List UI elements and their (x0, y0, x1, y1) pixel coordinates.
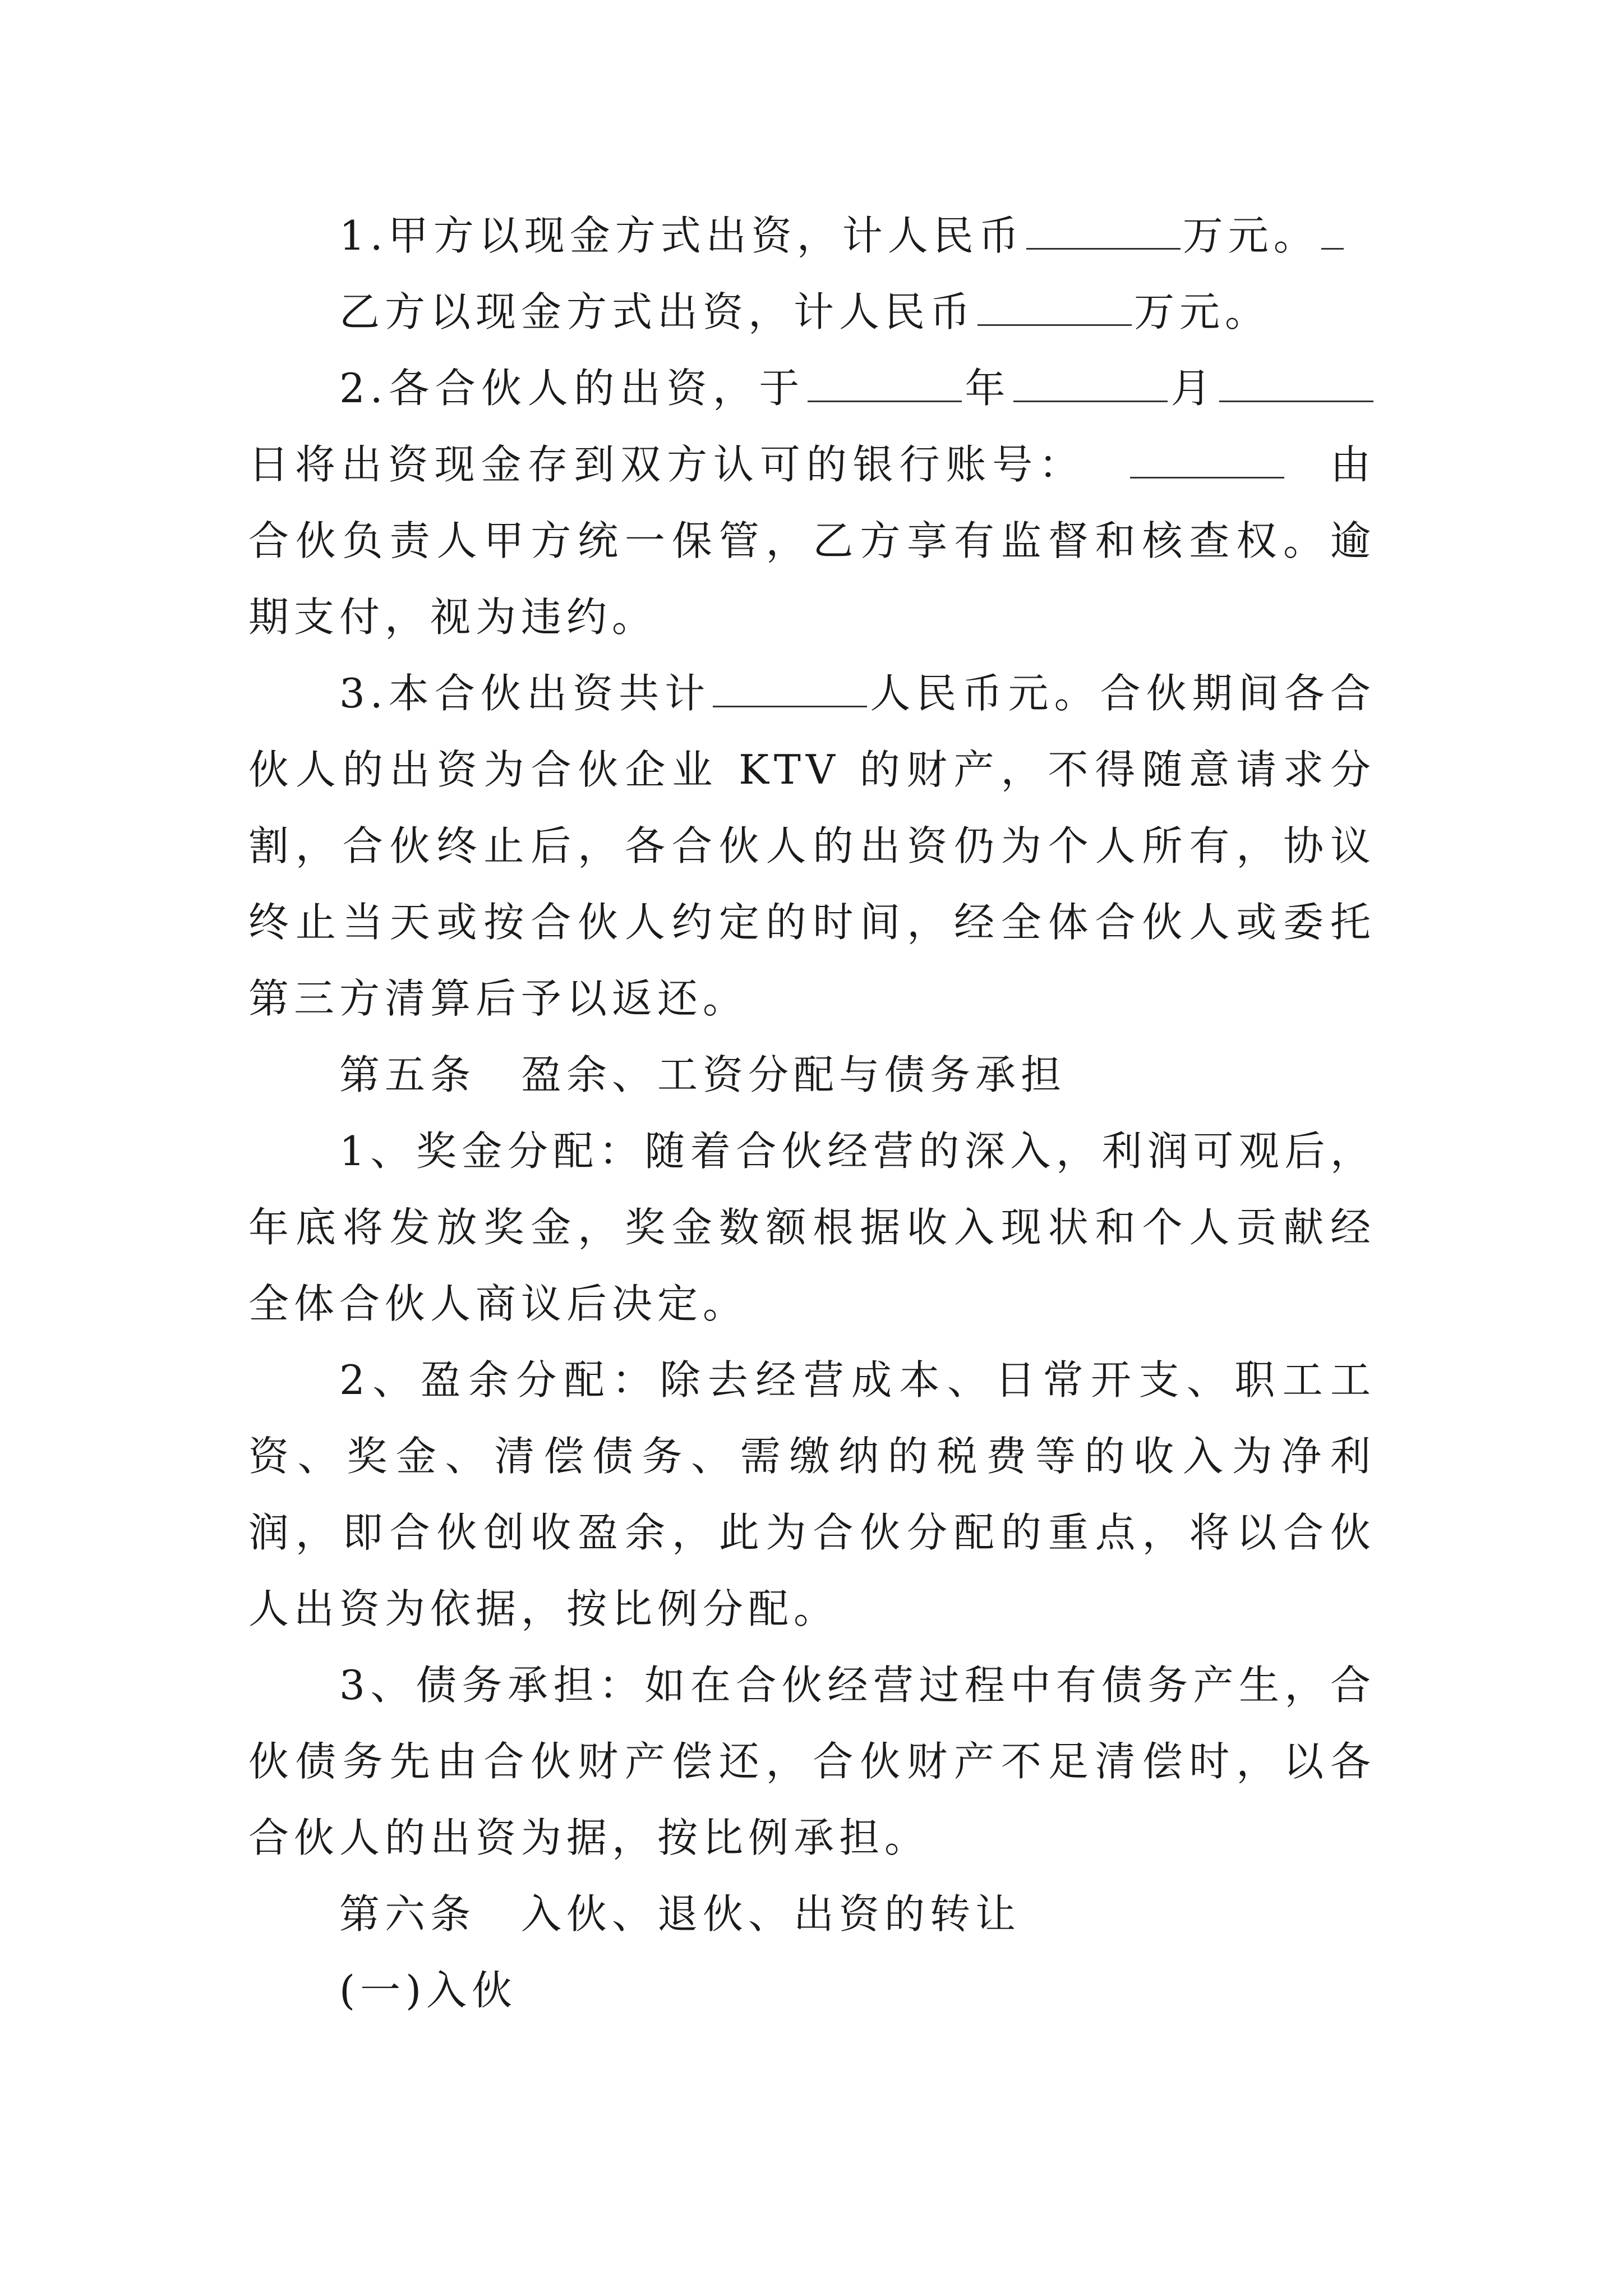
text-span: 月 (1169, 365, 1217, 412)
blank-field (978, 291, 1132, 326)
paragraph-deposit (248, 350, 1376, 655)
text-span: 乙方以现金方式出资，计人民币 (339, 288, 976, 335)
text-span: 人民币元。合伙期间各合伙人的出资为合伙企业 KTV 的财产，不得随意请求分割，合伙终止后，各合伙人的出资仍为个人所有，协议终止当天或按合伙人约定的时间，经全体合伙人或委托第三方清算后予以返还。 (248, 670, 1376, 1022)
paragraph-capital-party-a (248, 197, 1376, 274)
blank-field (713, 672, 867, 707)
blank-field (1219, 367, 1373, 402)
text-span: 1.甲方以现金方式出资，计人民币 (339, 212, 1024, 259)
blank-field (1130, 443, 1284, 478)
paragraph-debt: 3、债务承担：如在合伙经营过程中有债务产生，合伙债务先由合伙财产偿还，合伙财产不足清偿时，以各合伙人的出资为据，按比例承担。 (248, 1662, 1376, 1861)
paragraph-bonus: 1、奖金分配：随着合伙经营的深入，利润可观后，年底将发放奖金，奖金数额根据收入现状和个人贡献经全体合伙人商议后决定。 (248, 1128, 1376, 1327)
paragraph-surplus: 2、盈余分配：除去经营成本、日常开支、职工工资、奖金、清偿债务、需缴纳的税费等的收入为净利润，即合伙创收盈余，此为合伙分配的重点，将以合伙人出资为依据，按比例分配。 (248, 1356, 1376, 1632)
text-span: 2.各合伙人的出资，于 (339, 365, 805, 412)
paragraph-total-capital (248, 655, 1376, 1037)
text-span: 日将出资现金存到双方认可的银行账号： (248, 441, 1086, 488)
blank-field (808, 367, 962, 402)
text-span: 万元。 (1134, 288, 1271, 335)
section-join: (一)入伙 (339, 1967, 518, 2014)
blank-field (1321, 214, 1344, 250)
article-6-heading: 第六条 入伙、退伙、出资的转让 (339, 1890, 1021, 1938)
article-5-heading: 第五条 盈余、工资分配与债务承担 (339, 1051, 1067, 1098)
text-span: 3.本合伙出资共计 (339, 670, 711, 717)
paragraph-capital-party-b (248, 274, 1376, 350)
document-body (248, 197, 1376, 2028)
blank-field (1013, 367, 1168, 402)
text-span: 由合伙负责人甲方统一保管，乙方享有监督和核查权。逾期支付，视为违约。 (248, 441, 1376, 641)
blank-field (1026, 214, 1181, 250)
text-span: 年 (963, 365, 1011, 412)
text-span: 万元。 (1182, 212, 1319, 259)
